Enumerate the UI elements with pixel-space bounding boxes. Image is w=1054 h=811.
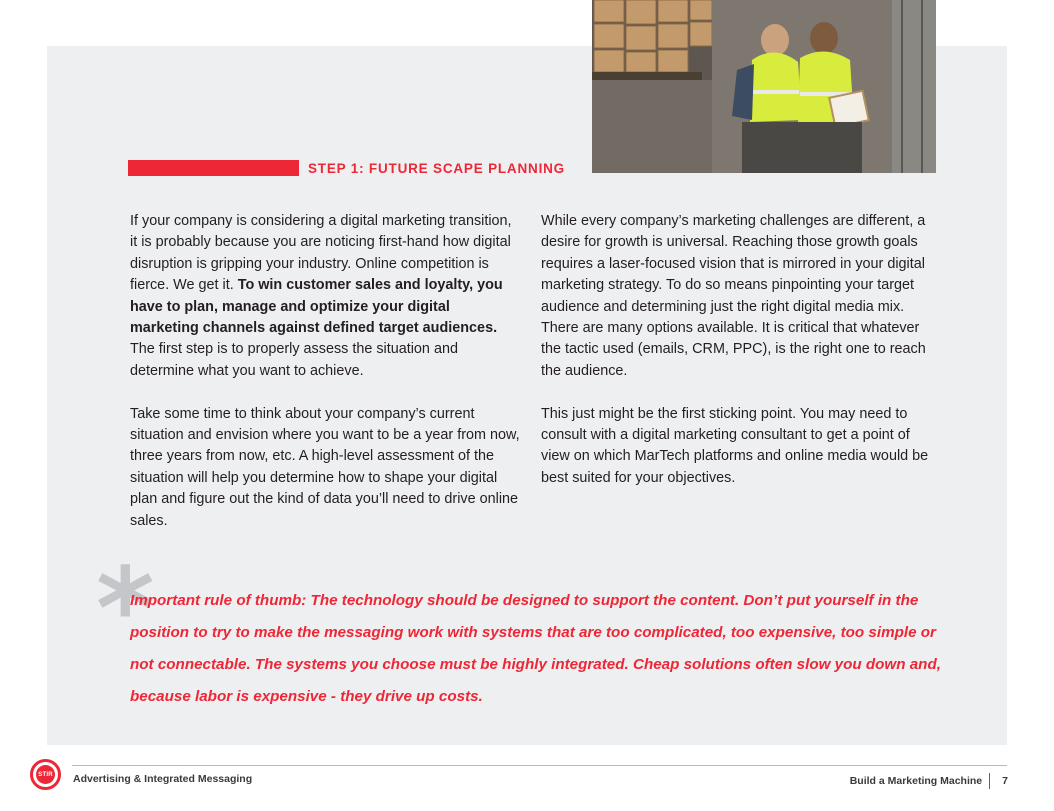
footer-document-title: Build a Marketing Machine <box>849 775 983 787</box>
right-paragraph-1: While every company’s marketing challenges are different, a desire for growth is universal. Reaching those growth goals requires a laser-focused vision that is mirrored in your digital marketing strategy. To do so means pinpointing your target audience and determining just the right digital media mix. There are many options available. It is critical that whatever the tactic used (emails, CRM, PPC), is the right one to reach the audience. <box>541 213 926 379</box>
footer-divider <box>72 765 1007 766</box>
right-column <box>541 211 939 511</box>
stir-logo <box>30 759 61 790</box>
left-paragraph-2: Take some time to think about your company’s current situation and envision where you want to be a year from now, three years from now, etc. A high-level assessment of the situation will help you determine how to shape your digital plan and figure out the kind of data you’ll need to drive online sales. <box>130 405 520 529</box>
left-p1-text-a: If your company is considering a digital marketing transition, it is probably because you are noticing first-hand how digital disruption is gripping your industry. Online competition is fierce. We get it. <box>130 213 512 294</box>
right-paragraph-2: This just might be the first sticking point. You may need to consult with a digital marketing consultant to get a point of view on which MarTech platforms and online media would be best suited for your objectives. <box>541 405 929 486</box>
stir-logo-text: STIR <box>36 765 55 784</box>
footer-separator <box>989 773 990 789</box>
footer-page-info <box>850 773 1008 789</box>
asterisk-icon: * <box>96 545 155 675</box>
left-paragraph-1 <box>130 211 520 382</box>
footer-company-tagline: Advertising & Integrated Messaging <box>73 773 253 785</box>
page-number: 7 <box>1002 775 1008 787</box>
section-title: STEP 1: FUTURE SCAPE PLANNING <box>308 161 565 176</box>
left-p1-text-b: The first step is to properly assess the situation and determine what you want to achieve. <box>130 341 458 379</box>
left-column <box>130 211 520 553</box>
left-p1-bold: To win customer sales and loyalty, you have to plan, manage and optimize your digital marketing channels against defined target audiences. <box>130 277 503 337</box>
callout-quote: Important rule of thumb: The technology should be designed to support the content. Don’t put yourself in the position to try to make the messaging work with systems that are too complicated, too expensive, too simple or not connectable. The systems you choose must be highly integrated. Cheap solutions often slow you down and, because labor is expensive - they drive up costs. <box>130 592 941 705</box>
warehouse-photo <box>592 0 936 173</box>
section-accent-bar <box>128 160 299 176</box>
